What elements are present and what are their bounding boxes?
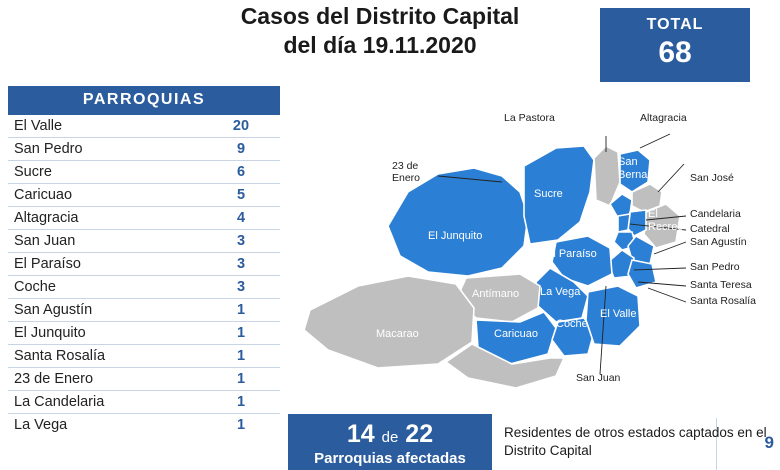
map-label-san-pedro: San Pedro bbox=[690, 261, 740, 273]
affected-count: 14 bbox=[346, 420, 375, 448]
map-label-sucre: Sucre bbox=[534, 188, 563, 200]
map-label-santa-teresa: Santa Teresa bbox=[690, 279, 752, 291]
parish-name: Coche bbox=[8, 276, 202, 299]
region-santa-rosalia bbox=[628, 260, 656, 288]
region-catedral bbox=[618, 214, 630, 232]
leader-santa-rosalia bbox=[648, 288, 686, 302]
parish-name: La Candelaria bbox=[8, 391, 202, 414]
map-label-altagracia: Altagracia bbox=[640, 112, 687, 124]
affected-de: de bbox=[381, 429, 399, 446]
parish-name: San Pedro bbox=[8, 138, 202, 161]
table-row bbox=[8, 253, 280, 276]
residents-value: 9 bbox=[764, 433, 774, 452]
parish-count: 3 bbox=[202, 276, 280, 299]
table-body bbox=[8, 115, 280, 436]
table-row bbox=[8, 115, 280, 138]
parish-count: 4 bbox=[202, 207, 280, 230]
table-row bbox=[8, 322, 280, 345]
parish-name: El Paraíso bbox=[8, 253, 202, 276]
map-label-23-de-enero: 23 de Enero bbox=[392, 160, 421, 185]
table-row bbox=[8, 345, 280, 368]
parish-count: 3 bbox=[202, 230, 280, 253]
map-label-santa-rosalia: Santa Rosalía bbox=[690, 295, 756, 307]
map-label-el-valle: El Valle bbox=[600, 308, 637, 320]
map-label-el-paraiso: El Paraíso bbox=[546, 248, 597, 260]
map-label-candelaria: Candelaria bbox=[690, 208, 741, 220]
title-line-2: del día 19.11.2020 bbox=[283, 31, 477, 58]
table-row bbox=[8, 184, 280, 207]
parish-name: El Junquito bbox=[8, 322, 202, 345]
parish-count: 6 bbox=[202, 161, 280, 184]
affected-count-line bbox=[288, 420, 492, 449]
parish-count: 1 bbox=[202, 299, 280, 322]
map-label-san-agustin: San Agustín bbox=[690, 236, 747, 248]
parish-name: Santa Rosalía bbox=[8, 345, 202, 368]
map-label-el-junquito: El Junquito bbox=[428, 230, 483, 242]
table-row bbox=[8, 207, 280, 230]
parish-name: El Valle bbox=[8, 115, 202, 138]
parish-count: 1 bbox=[202, 391, 280, 414]
table-row bbox=[8, 161, 280, 184]
total-label: TOTAL bbox=[646, 16, 704, 33]
map-label-antimano: Antímano bbox=[472, 288, 520, 300]
map-label-la-vega: La Vega bbox=[540, 286, 581, 298]
map-label-caricuao: Caricuao bbox=[494, 328, 539, 340]
map-label-san-juan: San Juan bbox=[576, 372, 621, 384]
parish-count: 1 bbox=[236, 417, 246, 433]
total-badge bbox=[600, 8, 750, 82]
region-macarao bbox=[304, 276, 474, 368]
parish-count: 5 bbox=[202, 184, 280, 207]
map-label-la-pastora: La Pastora bbox=[504, 112, 555, 124]
table-row bbox=[8, 391, 280, 414]
leader-altagracia bbox=[640, 134, 670, 148]
region-la-pastora bbox=[594, 146, 620, 206]
affected-total: 22 bbox=[405, 420, 434, 448]
parish-name: Altagracia bbox=[8, 207, 202, 230]
table-row bbox=[8, 276, 280, 299]
map-label-macarao: Macarao bbox=[376, 328, 419, 340]
table-row bbox=[8, 230, 280, 253]
table-row bbox=[8, 414, 280, 437]
total-value: 68 bbox=[658, 36, 692, 69]
map-label-san-jose: San José bbox=[690, 172, 734, 184]
residents-note bbox=[504, 424, 774, 460]
parish-count: 1 bbox=[202, 368, 280, 391]
affected-parishes-summary bbox=[288, 414, 492, 470]
map-svg bbox=[288, 96, 774, 408]
page-title bbox=[170, 2, 590, 60]
table-header: PARROQUIAS bbox=[8, 86, 280, 115]
map-label-coche: Coche bbox=[556, 318, 588, 330]
parish-name: Caricuao bbox=[8, 184, 202, 207]
map-label-catedral: Catedral bbox=[690, 223, 730, 235]
parish-count: 3 bbox=[202, 253, 280, 276]
parish-count: 1 bbox=[202, 322, 280, 345]
parroquias-table bbox=[8, 86, 280, 436]
parish-name: Sucre bbox=[8, 161, 202, 184]
affected-label: Parroquias afectadas bbox=[314, 450, 466, 467]
parish-name: San Juan bbox=[8, 230, 202, 253]
parish-count: 20 bbox=[202, 115, 280, 138]
parish-count: 9 bbox=[202, 138, 280, 161]
map-label-el-recreo: El Recreo bbox=[648, 208, 684, 233]
residents-text: Residentes de otros estados captados en el Distrito Capital bbox=[504, 425, 767, 459]
parish-count: 1 bbox=[202, 345, 280, 368]
parish-name: 23 de Enero bbox=[8, 368, 202, 391]
parish-name: La Vega bbox=[14, 417, 68, 433]
title-line-1: Casos del Distrito Capital bbox=[240, 3, 520, 29]
region-el-junquito bbox=[388, 168, 528, 276]
table-row bbox=[8, 138, 280, 161]
parish-name: San Agustín bbox=[8, 299, 202, 322]
table-row bbox=[8, 299, 280, 322]
map-label-san-bernardino: San Bernardino bbox=[618, 156, 672, 181]
district-map bbox=[288, 96, 774, 408]
table-row bbox=[8, 368, 280, 391]
